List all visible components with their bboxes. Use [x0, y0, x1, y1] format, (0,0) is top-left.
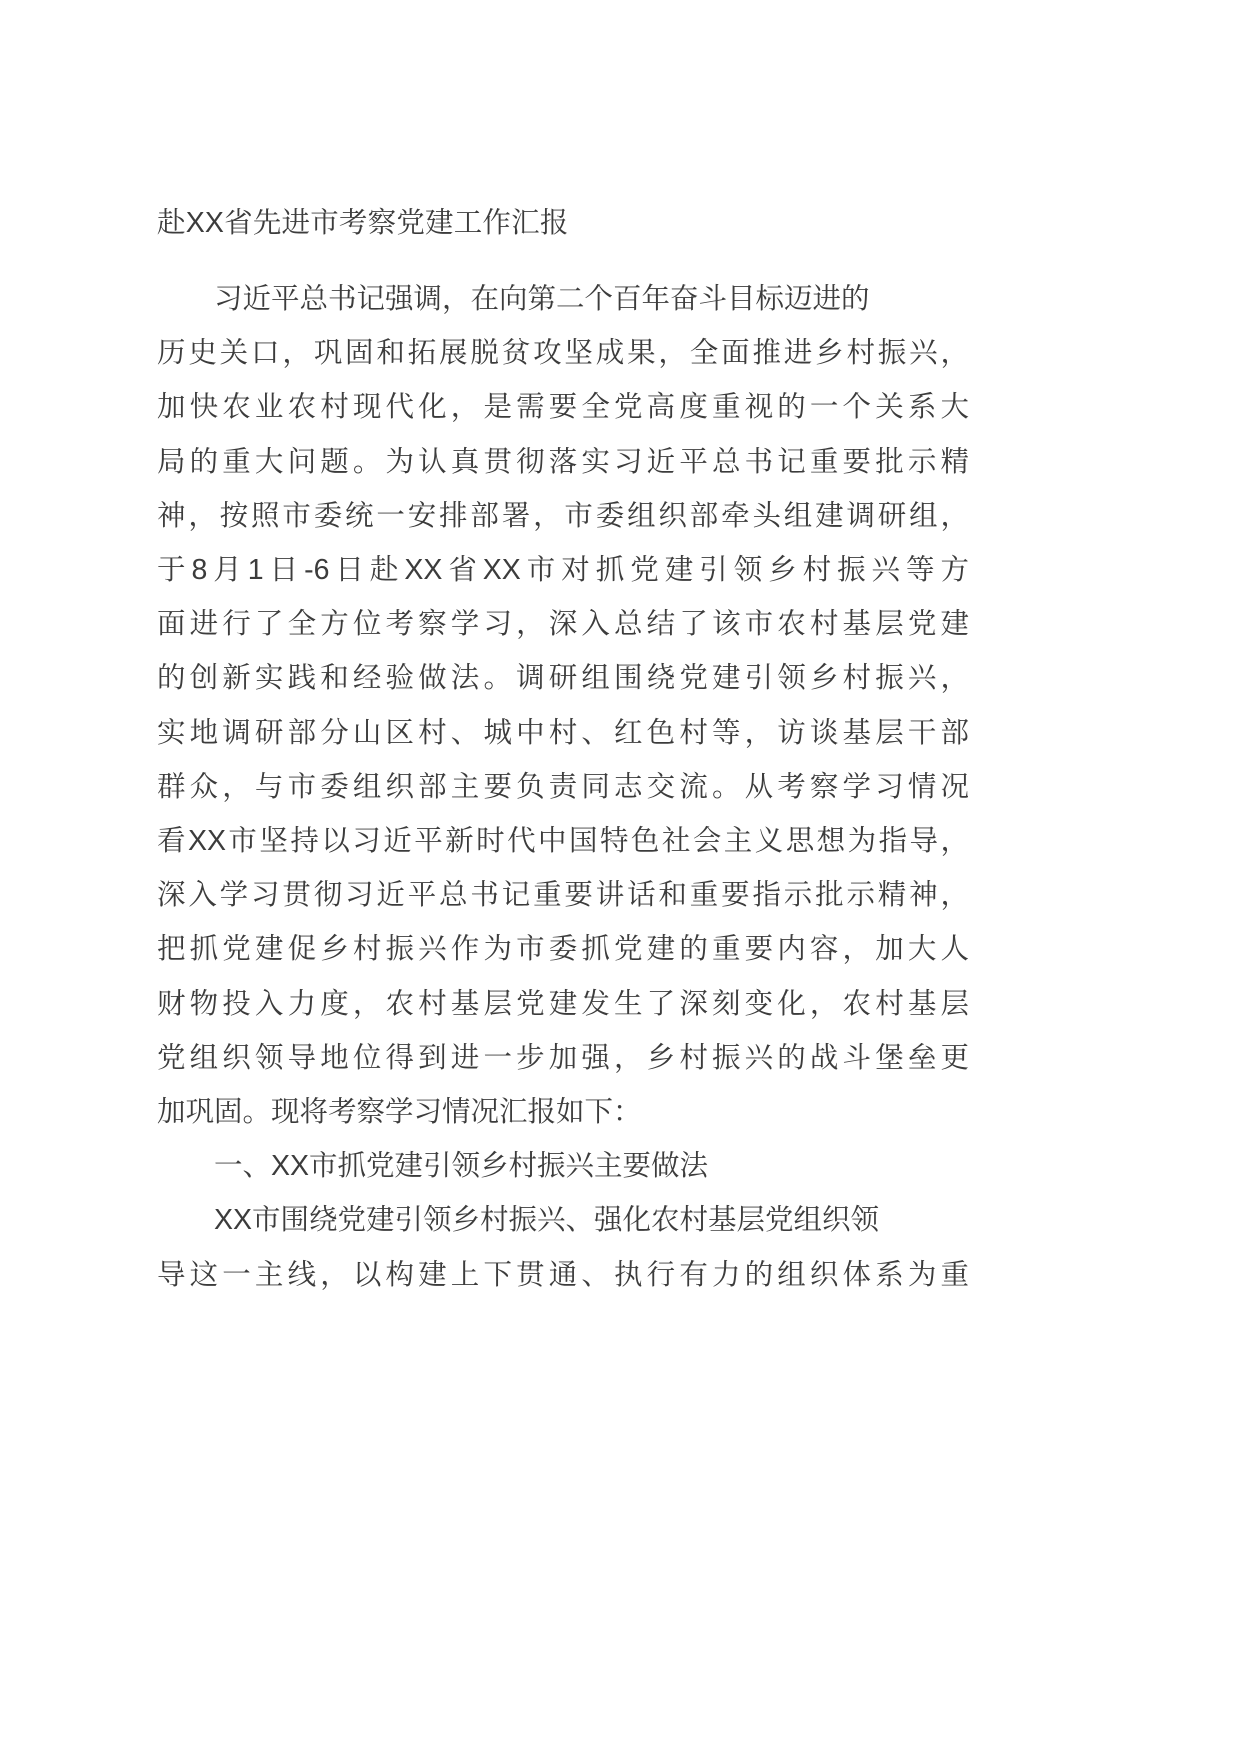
paragraph-opening [157, 272, 969, 1139]
text-line: 一、XX市抓党建引领乡村振兴主要做法 [214, 1150, 709, 1183]
text-line: 加快农业农村现代化，是需要全党高度重视的一个关系大 [157, 391, 969, 424]
text-line: 的创新实践和经验做法。调研组围绕党建引领乡村振兴， [157, 662, 969, 695]
section-heading-1 [157, 1139, 969, 1193]
text-line: 面进行了全方位考察学习，深入总结了该市农村基层党建 [157, 608, 969, 641]
text-line: 历史关口，巩固和拓展脱贫攻坚成果，全面推进乡村振兴， [157, 337, 969, 370]
text-line: 把抓党建促乡村振兴作为市委抓党建的重要内容，加大人 [157, 933, 969, 966]
text-line: 看XX市坚持以习近平新时代中国特色社会主义思想为指导， [157, 825, 969, 858]
text-line: 导这一主线，以构建上下贯通、执行有力的组织体系为重 [157, 1258, 969, 1291]
text-line: 加巩固。现将考察学习情况汇报如下： [157, 1096, 642, 1129]
text-line: 习近平总书记强调，在向第二个百年奋斗目标迈进的 [214, 283, 870, 315]
document-body [157, 196, 969, 1302]
text-line: 神，按照市委统一安排部署，市委组织部牵头组建调研组， [157, 499, 969, 532]
text-line: 群众，与市委组织部主要负责同志交流。从考察学习情况 [157, 770, 969, 803]
page-title: 赴XX省先进市考察党建工作汇报 [157, 207, 569, 239]
text-line: 财物投入力度，农村基层党建发生了深刻变化，农村基层 [157, 987, 969, 1020]
text-line: XX市围绕党建引领乡村振兴、强化农村基层党组织领 [214, 1204, 880, 1237]
text-line: 局的重大问题。为认真贯彻落实习近平总书记重要批示精 [157, 445, 969, 478]
text-line: 党组织领导地位得到进一步加强，乡村振兴的战斗堡垒更 [157, 1041, 969, 1074]
text-line: 深入学习贯彻习近平总书记重要讲话和重要指示批示精神， [157, 879, 969, 912]
text-line: 于8月1日-6日赴XX省XX市对抓党建引领乡村振兴等方 [157, 554, 969, 587]
text-line: 实地调研部分山区村、城中村、红色村等，访谈基层干部 [157, 716, 969, 749]
paragraph-section-1-body [157, 1193, 969, 1301]
